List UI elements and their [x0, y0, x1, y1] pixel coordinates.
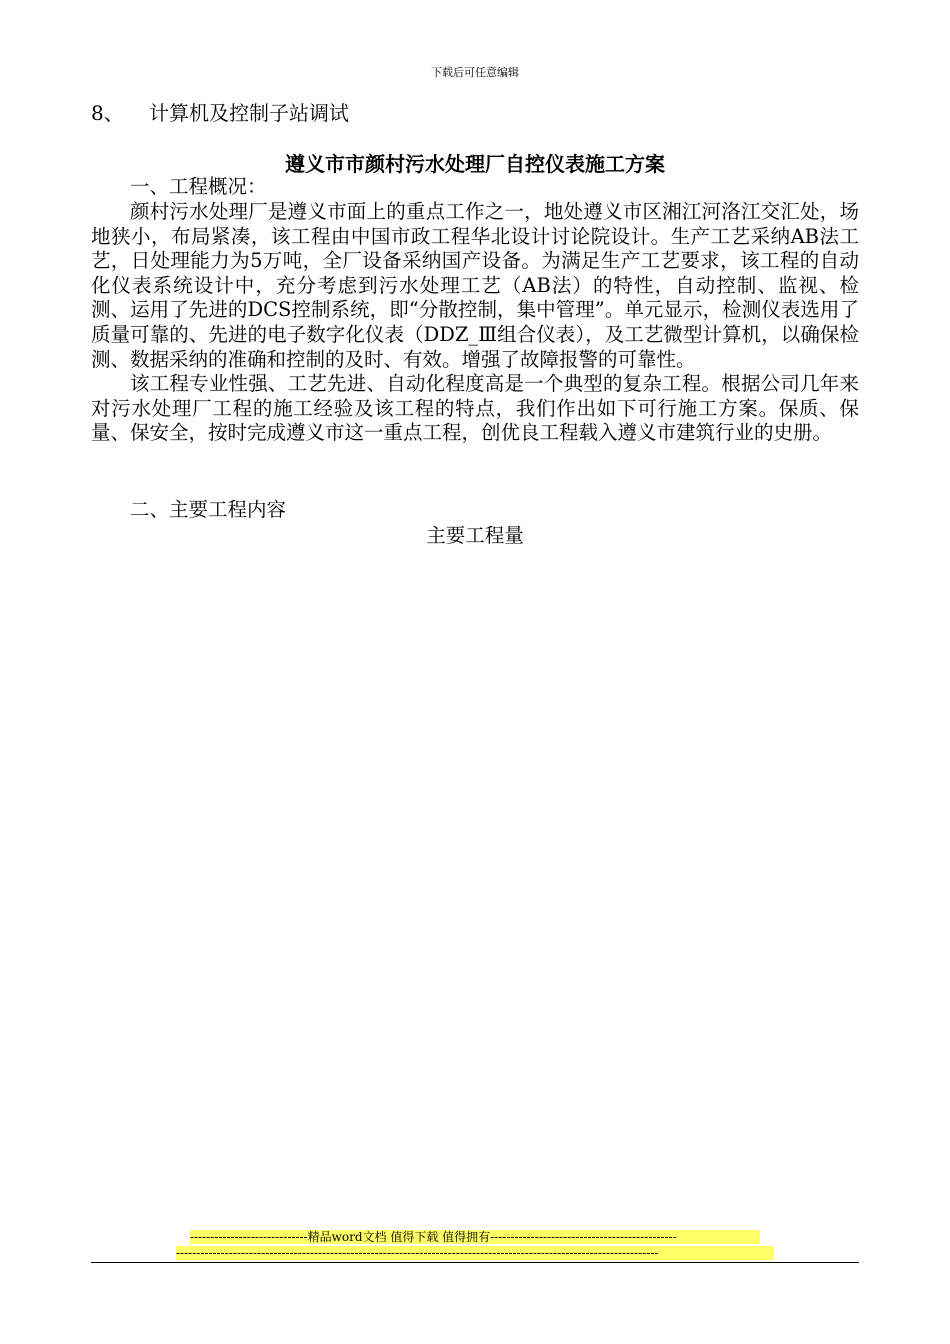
document-title: 遵义市市颜村污水处理厂自控仪表施工方案: [285, 152, 665, 176]
footer-watermark-line-2: -----------------------------------------------------------------------------------------------------------------------: [176, 1246, 774, 1260]
paragraph-2: 该工程专业性强、工艺先进、自动化程度高是一个典型的复杂工程。根据公司几年来对污水处理厂工程的施工经验及该工程的特点，我们作出如下可行施工方案。保质、保量、保安全，按时完成遵义市这一重点工程，创优良工程载入遵义市建筑行业的史册。: [91, 372, 859, 445]
item-number: 8、: [91, 101, 124, 125]
item-label: 计算机及控制子站调试: [149, 101, 349, 125]
section-heading-main-content: 二、主要工程内容: [130, 498, 287, 521]
table-caption: 主要工程量: [426, 524, 524, 547]
overview-body: [91, 200, 859, 446]
item-8: [91, 100, 349, 126]
footer-watermark-line-1: -----------------------------精品word文档 值得下载 值得拥有----------------------------------------------: [190, 1230, 760, 1244]
section-heading-overview: 一、工程概况：: [130, 175, 267, 198]
footer-rule: [91, 1262, 859, 1263]
header-note: 下载后可任意编辑: [431, 66, 519, 79]
paragraph-1: 颜村污水处理厂是遵义市面上的重点工作之一，地处遵义市区湘江河洛江交汇处，场地狭小，布局紧凑，该工程由中国市政工程华北设计讨论院设计。生产工艺采纳AB法工艺，日处理能力为5万吨，全厂设备采纳国产设备。为满足生产工艺要求，该工程的自动化仪表系统设计中，充分考虑到污水处理工艺（AB法）的特性，自动控制、监视、检测、运用了先进的DCS控制系统，即“分散控制，集中管理”。单元显示，检测仪表选用了质量可靠的、先进的电子数字化仪表（DDZ_Ⅲ组合仪表），及工艺微型计算机，以确保检测、数据采纳的准确和控制的及时、有效。增强了故障报警的可靠性。: [91, 200, 859, 371]
